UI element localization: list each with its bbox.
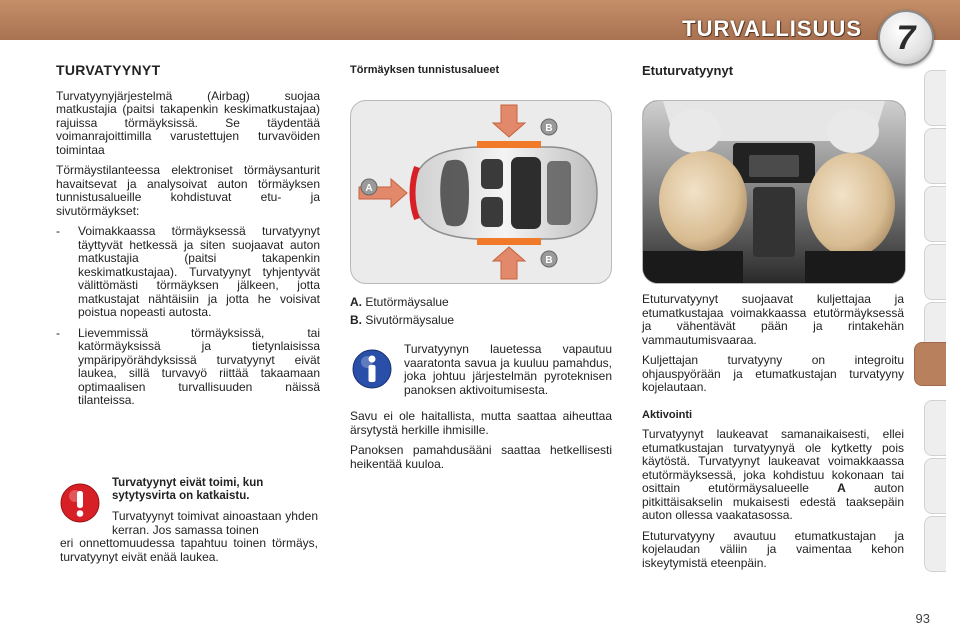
zone-label-b-top: B: [545, 123, 553, 134]
subheading-activation: Aktivointi: [642, 408, 693, 421]
paragraph: Törmäystilanteessa elektroniset törmäysanturit havaitsevat ja analysoivat auton törmäyksen tunnistusalueille kohdistuvat etu- ja sivutörmäykset:: [56, 163, 320, 218]
chapter-tab[interactable]: [924, 186, 946, 242]
chapter-tab[interactable]: [924, 458, 946, 514]
chapter-tab[interactable]: [924, 244, 946, 300]
detection-zones-illustration: [350, 100, 612, 284]
paragraph: Panoksen pamahdusääni saattaa hetkellisesti heikentää kuuloa.: [350, 443, 612, 471]
chapter-tab[interactable]: [924, 400, 946, 456]
zone-reference: A: [837, 481, 846, 495]
column-front-airbags: [642, 64, 904, 78]
list-item: - Lievemmissä törmäyksissä, tai katörmäyksissä ja tietynlaisissa ympäripyörähdyksissä turvatyynyt eivät laukea, sillä turvavyö riittää takaamaan optimaalisen turvallisuuden näissä tilanteissa.: [56, 325, 320, 407]
section-heading: Törmäyksen tunnistusalueet: [350, 64, 500, 76]
paragraph: Etuturvatyynyt suojaavat kuljettajaa ja etumatkustajaa voimakkaassa etutörmäyksessä ja vähentävät pään ja rintakehän vammautumisvaaraa.: [642, 292, 904, 347]
page-number: 93: [915, 611, 930, 626]
front-airbags-text: [642, 293, 904, 577]
chapter-tab[interactable]: [924, 128, 946, 184]
paragraph: Turvatyynyt laukeavat samanaikaisesti, ellei etumatkustajan turvatyynyä ole kytketty pois käytöstä. Turvatyynyt laukeavat voimakkaassa etutörmäyksessä, joka kohdistuu kokonaan tai osittain etutörmäysalueelle A auton pitkittäisakselin mukaisesti edestä taaksepäin auton ollessa vaakatasossa.: [642, 427, 904, 522]
column-detection-zones: [350, 64, 612, 78]
warning-text: Turvatyynyt toimivat ainoastaan yhden kerran. Jos samassa toinen eri onnettomuudessa tapahtuu toinen törmäys, turvatyynyt eivät enää laukea.: [60, 509, 318, 564]
info-note: Turvatyynyn lauetessa vapautuu vaaratonta savua ja kuuluu pamahdus, joka johtuu järjestelmän pyroteknisen panoksen aktivoitumisesta.: [404, 342, 612, 397]
zone-label-b-bottom: B: [545, 255, 553, 266]
section-heading: TURVATYYNYT: [56, 62, 161, 78]
paragraph: Turvatyynyjärjestelmä (Airbag) suojaa matkustajia (paitsi takapenkin keskimatkustajaa) rajuissa törmäyksissä. Se täydentää voimanrajoittimilla varustettujen turvavöiden toimintaa: [56, 88, 320, 157]
chapter-tab[interactable]: [924, 516, 946, 572]
legend-item: A. Etutörmäysalue: [350, 295, 449, 309]
chapter-title: TURVALLISUUS: [682, 16, 862, 41]
list-dash: -: [56, 325, 60, 340]
smoke-notes: [350, 410, 612, 478]
list-dash: -: [56, 224, 60, 238]
collision-list: [56, 225, 320, 408]
chapter-number: 7: [896, 18, 916, 57]
column-airbags-intro: [56, 64, 320, 415]
list-item: - Voimakkaassa törmäyksessä turvatyynyt täyttyvät hetkessä ja siten suojaavat auton matkustajia (paitsi takapenkin keskimatkustajaa). Turvatyynyt tyhjentyvät välittömästi törmäyksen jälkeen, jotta matkustajat nähtäisiin ja jotta he voisivat poistua nopeasti autosta.: [56, 224, 320, 319]
front-airbags-photo: [642, 100, 906, 284]
legend-item: B. Sivutörmäysalue: [350, 313, 455, 327]
paragraph: Etuturvatyyny avautuu etumatkustajan ja kojelaudan väliin ja vaimentaa kehon iskeytymistä eteenpäin.: [642, 528, 904, 570]
figure-legend: [350, 293, 454, 329]
section-heading: Etuturvatyynyt: [642, 63, 734, 78]
paragraph: Savu ei ole haitallista, mutta saattaa aiheuttaa ärsytystä herkille ihmisille.: [350, 409, 612, 437]
warning-title: Turvatyynyt eivät toimi, kun sytytysvirta on katkaistu.: [112, 477, 264, 502]
zone-label-a: A: [365, 183, 373, 194]
chapter-tab[interactable]: [924, 70, 946, 126]
paragraph: Kuljettajan turvatyyny on integroitu ohjauspyörään ja etumatkustajan turvatyyny kojelautaan.: [642, 353, 904, 394]
info-icon: [352, 349, 392, 389]
chapter-number-badge: [878, 10, 934, 66]
chapter-tab-active[interactable]: [914, 342, 946, 386]
chapter-tabs: [924, 70, 946, 574]
